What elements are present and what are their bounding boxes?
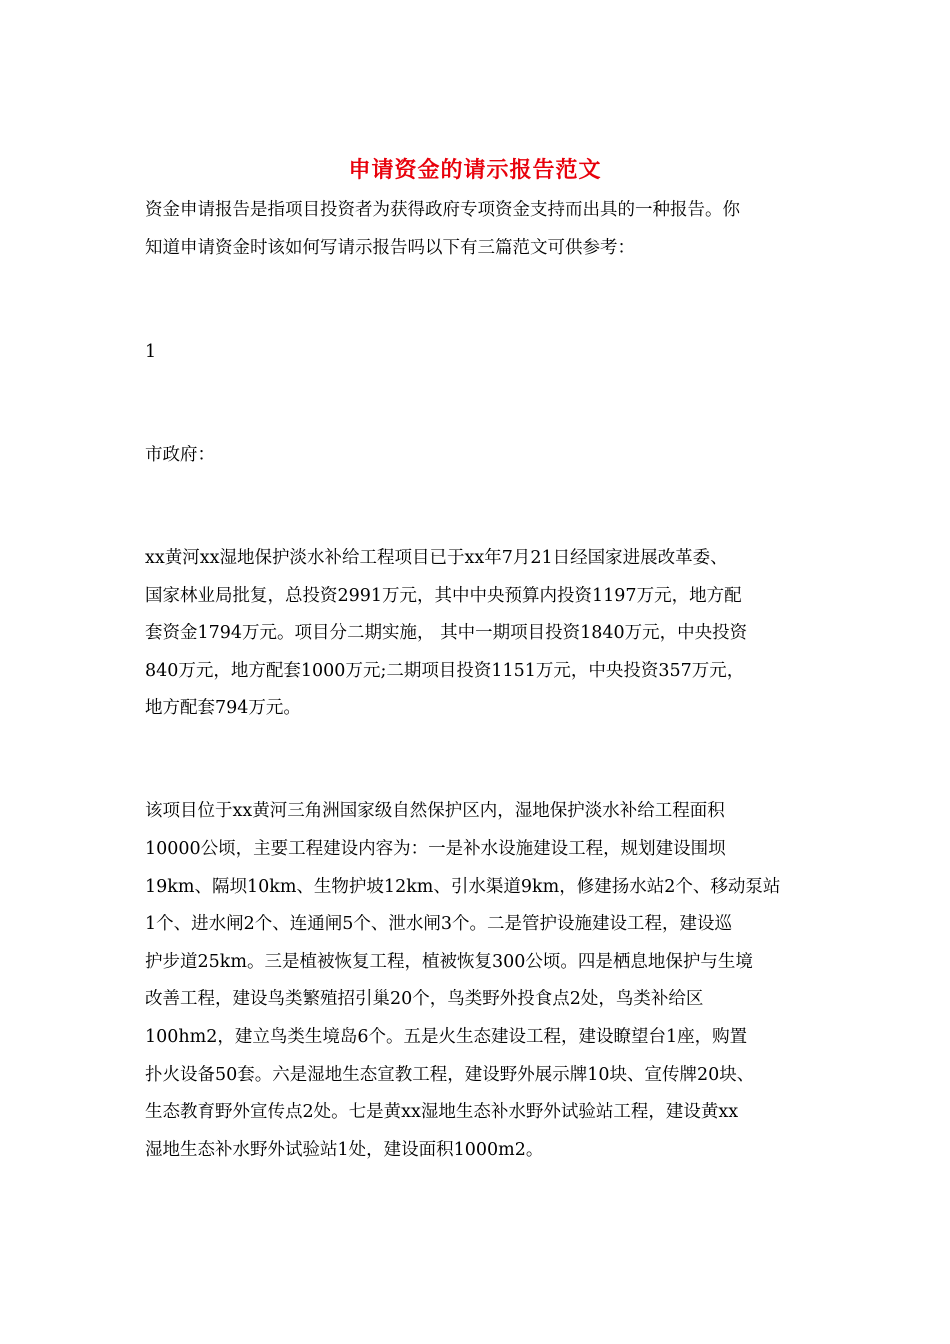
paragraph1-line-4: 840万元，地方配套1000万元;二期项目投资1151万元，中央投资357万元， bbox=[145, 661, 745, 681]
paragraph1-line-3: 套资金1794万元。项目分二期实施， 其中一期项目投资1840万元，中央投资 bbox=[145, 623, 748, 643]
paragraph2-line-7: 100hm2，建立鸟类生境岛6个。五是火生态建设工程，建设瞭望台1座，购置 bbox=[145, 1027, 748, 1047]
paragraph1-line-1: xx黄河xx湿地保护淡水补给工程项目已于xx年7月21日经国家进展改革委、 bbox=[145, 548, 728, 568]
paragraph1-line-5: 地方配套794万元。 bbox=[145, 698, 301, 718]
intro-line-2: 知道申请资金时该如何写请示报告吗以下有三篇范文可供参考： bbox=[145, 238, 635, 258]
paragraph2-line-6: 改善工程，建设鸟类繁殖招引巢20个，鸟类野外投食点2处，鸟类补给区 bbox=[145, 989, 704, 1009]
paragraph2-line-3: 19km、隔坝10km、生物护坡12km、引水渠道9km，修建扬水站2个、移动泵站 bbox=[145, 877, 781, 897]
paragraph2-line-4: 1个、进水闸2个、连通闸5个、泄水闸3个。二是管护设施建设工程，建设巡 bbox=[145, 914, 733, 934]
paragraph2-line-9: 生态教育野外宣传点2处。七是黄xx湿地生态补水野外试验站工程，建设黄xx bbox=[145, 1102, 739, 1122]
paragraph1-line-2: 国家林业局批复，总投资2991万元，其中中央预算内投资1197万元，地方配 bbox=[145, 586, 742, 606]
paragraph2-line-10: 湿地生态补水野外试验站1处，建设面积1000m2。 bbox=[145, 1140, 544, 1160]
intro-line-1: 资金申请报告是指项目投资者为获得政府专项资金支持而出具的一种报告。你 bbox=[145, 200, 740, 220]
paragraph2-line-1: 该项目位于xx黄河三角洲国家级自然保护区内，湿地保护淡水补给工程面积 bbox=[145, 801, 725, 821]
paragraph2-line-2: 10000公顷，主要工程建设内容为：一是补水设施建设工程，规划建设围坝 bbox=[145, 839, 726, 859]
paragraph2-line-8: 扑火设备50套。六是湿地生态宣教工程，建设野外展示牌10块、宣传牌20块、 bbox=[145, 1065, 755, 1085]
document-title: 申请资金的请示报告范文 bbox=[348, 157, 602, 183]
paragraph2-line-5: 护步道25km。三是植被恢复工程，植被恢复300公顷。四是栖息地保护与生境 bbox=[145, 952, 753, 972]
section-number: 1 bbox=[145, 342, 157, 362]
salutation: 市政府： bbox=[145, 445, 215, 465]
